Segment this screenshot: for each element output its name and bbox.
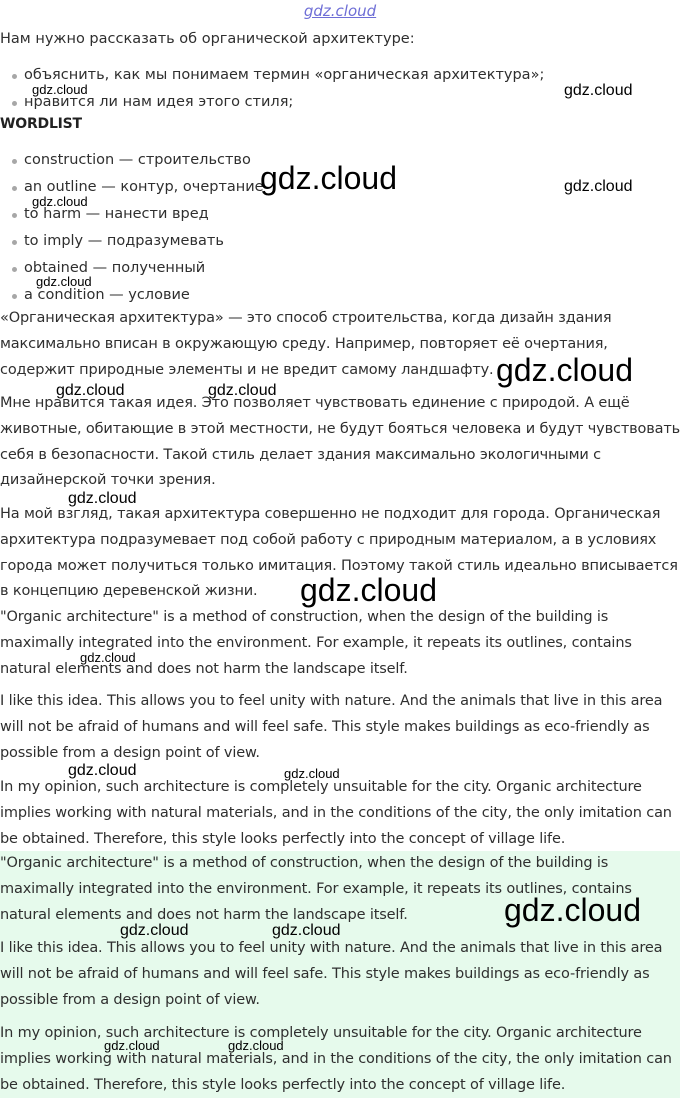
watermark: gdz.cloud [300,572,437,608]
watermark: gdz.cloud [32,194,88,209]
watermark: gdz.cloud [208,382,277,399]
watermark: gdz.cloud [260,160,397,196]
list-item: нравится ли нам идея этого стиля; [0,89,680,116]
watermark: gdz.cloud [68,490,137,507]
watermark: gdz.cloud [36,274,92,289]
english-paragraph: I like this idea. This allows you to feel unity with nature. And the animals that live in this area will not be afraid of humans and will feel safe. This style makes buildings as eco-friendly as possible from a design point of view. [0,693,663,761]
list-item: construction — строительство [0,147,680,174]
watermark: gdz.cloud [68,762,137,779]
answer-paragraph: In my opinion, such architecture is completely unsuitable for the city. Organic architecture implies working with natural materials, and in the conditions of the city, the only imitation can be obtained. Therefore, this style looks perfectly into the concept of village life. [0,1025,672,1093]
watermark: gdz.cloud [504,892,641,928]
site-link[interactable]: gdz.cloud [303,2,377,20]
russian-paragraph: На мой взгляд, такая архитектура совершенно не подходит для города. Органическая архитектура подразумевает под собой работу с природным материалом, а в условиях города может получиться только имитация. Поэтому такой стиль идеально вписывается в концепцию деревенской жизни. [0,506,678,600]
list-item: to harm — нанести вред [0,201,680,228]
watermark: gdz.cloud [272,922,341,939]
intro-text: Нам нужно рассказать об органической архитектуре: [0,31,415,47]
wordlist-heading: WORDLIST [0,116,82,132]
answer-paragraph: I like this idea. This allows you to feel unity with nature. And the animals that live in this area will not be afraid of humans and will feel safe. This style makes buildings as eco-friendly as possible from a design point of view. [0,940,663,1008]
english-paragraph: "Organic architecture" is a method of construction, when the design of the building is maximally integrated into the environment. For example, it repeats its outlines, contains natural elements and does not harm the landscape itself. [0,609,632,677]
watermark: gdz.cloud [228,1038,284,1053]
list-item: объяснить, как мы понимаем термин «органическая архитектура»; [0,62,680,89]
watermark: gdz.cloud [564,178,633,195]
russian-paragraph: Мне нравится такая идея. Это позволяет чувствовать единение с природой. А ещё животные, обитающие в этой местности, не будут бояться человека и будут чувствовать себя в безопасности. Такой стиль делает здания максимально экологичными с дизайнерской точки зрения. [0,395,680,489]
watermark: gdz.cloud [496,352,633,388]
list-item: obtained — полученный [0,255,680,282]
watermark: gdz.cloud [284,766,340,781]
answer-paragraph: "Organic architecture" is a method of construction, when the design of the building is maximally integrated into the environment. For example, it repeats its outlines, contains natural elements and does not harm the landscape itself. [0,855,632,923]
watermark: gdz.cloud [564,82,633,99]
watermark: gdz.cloud [56,382,125,399]
list-item: an outline — контур, очертание [0,174,680,201]
english-paragraph: In my opinion, such architecture is completely unsuitable for the city. Organic architecture implies working with natural materials, and in the conditions of the city, the only imitation can be obtained. Therefore, this style looks perfectly into the concept of village life. [0,779,672,847]
watermark: gdz.cloud [80,650,136,665]
list-item: to imply — подразумевать [0,228,680,255]
watermark: gdz.cloud [104,1038,160,1053]
russian-paragraph: «Органическая архитектура» — это способ строительства, когда дизайн здания максимально вписан в окружающую среду. Например, повторяет её очертания, содержит природные элементы и не вредит самому ландшафту. [0,310,612,378]
watermark: gdz.cloud [120,922,189,939]
list-item: a condition — условие [0,282,680,309]
watermark: gdz.cloud [32,82,88,97]
